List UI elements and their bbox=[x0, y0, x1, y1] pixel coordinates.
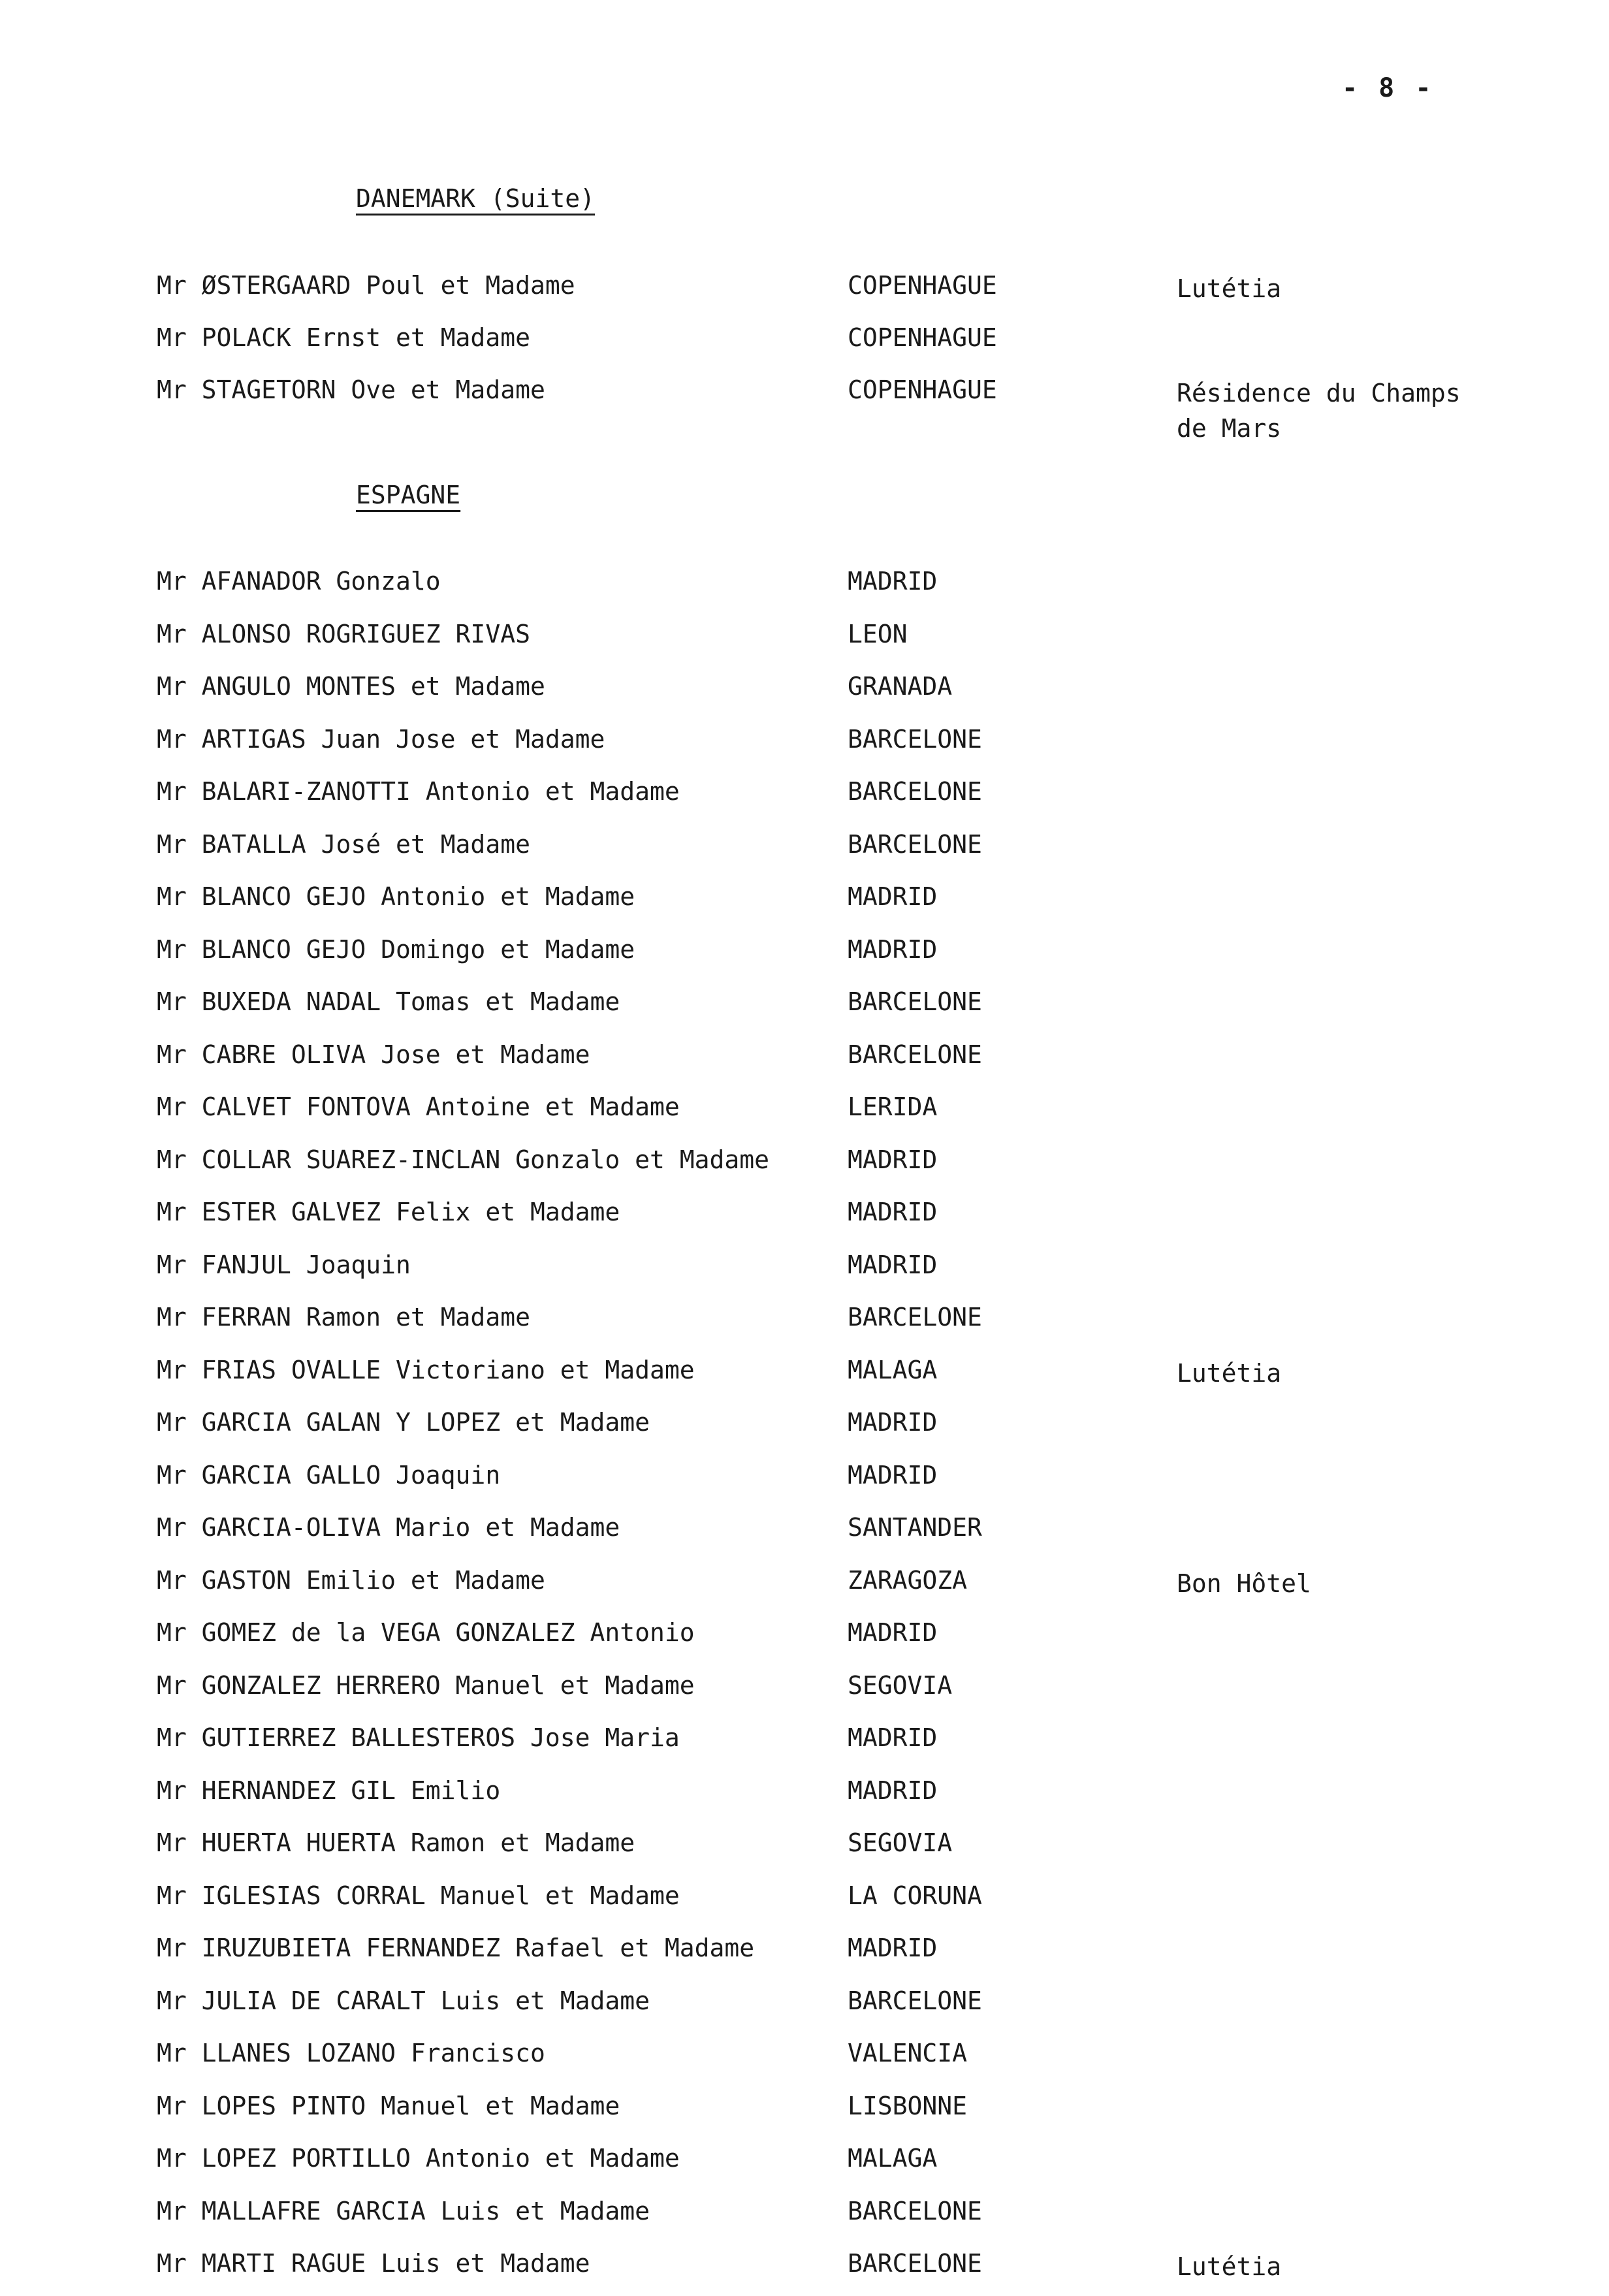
entry-city: MADRID bbox=[848, 1723, 938, 1752]
entry-name: Mr ANGULO MONTES et Madame bbox=[157, 672, 545, 701]
list-item bbox=[0, 567, 1609, 614]
entry-city: BARCELONE bbox=[848, 987, 982, 1016]
entry-city: SANTANDER bbox=[848, 1513, 982, 1542]
entry-name: Mr FANJUL Joaquin bbox=[157, 1250, 411, 1279]
entry-hotel: Lutétia bbox=[1177, 274, 1282, 303]
entry-city: SEGOVIA bbox=[848, 1670, 953, 1700]
entry-name: Mr MALLAFRE GARCIA Luis et Madame bbox=[157, 2196, 650, 2225]
entry-name: Mr GARCIA GALAN Y LOPEZ et Madame bbox=[157, 1408, 650, 1437]
list-item bbox=[0, 882, 1609, 929]
entry-name: Mr HERNANDEZ GIL Emilio bbox=[157, 1776, 501, 1805]
entry-name: Mr LOPES PINTO Manuel et Madame bbox=[157, 2091, 620, 2120]
entry-city: MALAGA bbox=[848, 1355, 938, 1384]
list-item bbox=[0, 1356, 1609, 1403]
list-item bbox=[0, 1251, 1609, 1298]
list-item bbox=[0, 1092, 1609, 1140]
entry-name: Mr BATALLA José et Madame bbox=[157, 829, 530, 859]
list-item bbox=[0, 1461, 1609, 1508]
list-item bbox=[0, 375, 1609, 443]
list-item bbox=[0, 987, 1609, 1034]
section-title-danemark: DANEMARK (Suite) bbox=[356, 184, 596, 213]
list-item bbox=[0, 830, 1609, 877]
entry-city: MADRID bbox=[848, 882, 938, 911]
entry-name: Mr GASTON Emilio et Madame bbox=[157, 1565, 545, 1595]
entry-name: Mr ARTIGAS Juan Jose et Madame bbox=[157, 724, 605, 754]
entry-city: GRANADA bbox=[848, 672, 953, 701]
entry-city: MADRID bbox=[848, 934, 938, 964]
entry-city: BARCELONE bbox=[848, 724, 982, 754]
entry-city: MADRID bbox=[848, 1145, 938, 1174]
entry-city: COPENHAGUE bbox=[848, 271, 997, 300]
list-item bbox=[0, 1040, 1609, 1087]
entry-hotel: Résidence du Champs de Mars bbox=[1177, 379, 1461, 443]
entry-hotel: Bon Hôtel bbox=[1177, 1569, 1311, 1598]
list-item bbox=[0, 2092, 1609, 2139]
entry-name: Mr HUERTA HUERTA Ramon et Madame bbox=[157, 1828, 635, 1857]
entry-name: Mr CALVET FONTOVA Antoine et Madame bbox=[157, 1092, 680, 1121]
entry-name: Mr BUXEDA NADAL Tomas et Madame bbox=[157, 987, 620, 1016]
list-item bbox=[0, 1408, 1609, 1455]
entry-city: BARCELONE bbox=[848, 1303, 982, 1331]
entry-name: Mr JULIA DE CARALT Luis et Madame bbox=[157, 1986, 650, 2015]
entry-city: MADRID bbox=[848, 1460, 938, 1490]
entry-name: Mr ESTER GALVEZ Felix et Madame bbox=[157, 1198, 620, 1226]
entry-name: Mr GARCIA-OLIVA Mario et Madame bbox=[157, 1513, 620, 1542]
list-item bbox=[0, 1828, 1609, 1875]
entry-city: LA CORUNA bbox=[848, 1881, 982, 1910]
entry-city: BARCELONE bbox=[848, 1986, 982, 2015]
list-item bbox=[0, 2144, 1609, 2191]
entry-name: Mr AFANADOR Gonzalo bbox=[157, 567, 441, 596]
list-item bbox=[0, 323, 1609, 370]
list-item bbox=[0, 2249, 1609, 2296]
entry-city: BARCELONE bbox=[848, 1040, 982, 1069]
list-item bbox=[0, 2197, 1609, 2244]
entry-hotel: Lutétia bbox=[1177, 2252, 1282, 2281]
entry-city: MADRID bbox=[848, 1934, 938, 1962]
entry-name: Mr GOMEZ de la VEGA GONZALEZ Antonio bbox=[157, 1618, 695, 1647]
list-item bbox=[0, 1934, 1609, 1981]
list-item bbox=[0, 935, 1609, 982]
entry-name: Mr GUTIERREZ BALLESTEROS Jose Maria bbox=[157, 1723, 680, 1752]
list-item bbox=[0, 1145, 1609, 1192]
list-item bbox=[0, 1513, 1609, 1560]
entry-name: Mr IRUZUBIETA FERNANDEZ Rafael et Madame bbox=[157, 1934, 755, 1962]
entry-name: Mr FERRAN Ramon et Madame bbox=[157, 1303, 530, 1331]
entry-name: Mr FRIAS OVALLE Victoriano et Madame bbox=[157, 1355, 695, 1384]
entry-city: COPENHAGUE bbox=[848, 375, 997, 404]
list-item bbox=[0, 2039, 1609, 2086]
list-item bbox=[0, 1303, 1609, 1350]
list-item bbox=[0, 1566, 1609, 1613]
entry-city: SEGOVIA bbox=[848, 1828, 953, 1857]
list-item bbox=[0, 1723, 1609, 1770]
list-item bbox=[0, 1198, 1609, 1245]
entry-name: Mr LLANES LOZANO Francisco bbox=[157, 2039, 545, 2067]
entry-city: BARCELONE bbox=[848, 2196, 982, 2225]
entry-city: BARCELONE bbox=[848, 777, 982, 806]
entry-city: MADRID bbox=[848, 1776, 938, 1805]
entry-name: Mr MARTI RAGUE Luis et Madame bbox=[157, 2249, 590, 2278]
entry-name: Mr IGLESIAS CORRAL Manuel et Madame bbox=[157, 1881, 680, 1910]
entry-name: Mr GARCIA GALLO Joaquin bbox=[157, 1460, 501, 1490]
entry-city: MADRID bbox=[848, 567, 938, 596]
entry-city: MADRID bbox=[848, 1250, 938, 1279]
list-item bbox=[0, 725, 1609, 772]
list-item bbox=[0, 1776, 1609, 1823]
entry-city: LISBONNE bbox=[848, 2091, 968, 2120]
entry-city: VALENCIA bbox=[848, 2039, 968, 2067]
entry-name: Mr STAGETORN Ove et Madame bbox=[157, 375, 545, 404]
entry-name: Mr COLLAR SUAREZ-INCLAN Gonzalo et Madame bbox=[157, 1145, 769, 1174]
entry-name: Mr BALARI-ZANOTTI Antonio et Madame bbox=[157, 777, 680, 806]
entry-city: BARCELONE bbox=[848, 829, 982, 859]
list-item bbox=[0, 1881, 1609, 1928]
list-item bbox=[0, 1618, 1609, 1665]
entry-name: Mr BLANCO GEJO Domingo et Madame bbox=[157, 934, 635, 964]
entry-city: LERIDA bbox=[848, 1092, 938, 1121]
list-item bbox=[0, 1671, 1609, 1718]
entry-city: ZARAGOZA bbox=[848, 1565, 968, 1595]
entry-city: BARCELONE bbox=[848, 2249, 982, 2278]
entry-name: Mr ØSTERGAARD Poul et Madame bbox=[157, 271, 575, 300]
entry-city: LEON bbox=[848, 619, 908, 648]
list-item bbox=[0, 620, 1609, 667]
list-item bbox=[0, 777, 1609, 824]
entry-city: MADRID bbox=[848, 1198, 938, 1226]
entry-city: MALAGA bbox=[848, 2144, 938, 2173]
entry-city: COPENHAGUE bbox=[848, 323, 997, 352]
list-item bbox=[0, 672, 1609, 719]
entry-name: Mr BLANCO GEJO Antonio et Madame bbox=[157, 882, 635, 911]
entry-name: Mr CABRE OLIVA Jose et Madame bbox=[157, 1040, 590, 1069]
list-item bbox=[0, 271, 1609, 318]
entry-name: Mr ALONSO ROGRIGUEZ RIVAS bbox=[157, 619, 530, 648]
entry-city: MADRID bbox=[848, 1618, 938, 1647]
entry-name: Mr POLACK Ernst et Madame bbox=[157, 323, 530, 352]
entry-name: Mr GONZALEZ HERRERO Manuel et Madame bbox=[157, 1670, 695, 1700]
section-title-espagne: ESPAGNE bbox=[356, 481, 461, 509]
page-number: - 8 - bbox=[1342, 73, 1434, 103]
list-item bbox=[0, 1986, 1609, 2033]
entry-hotel: Lutétia bbox=[1177, 1358, 1282, 1388]
entry-name: Mr LOPEZ PORTILLO Antonio et Madame bbox=[157, 2144, 680, 2173]
entry-city: MADRID bbox=[848, 1408, 938, 1437]
